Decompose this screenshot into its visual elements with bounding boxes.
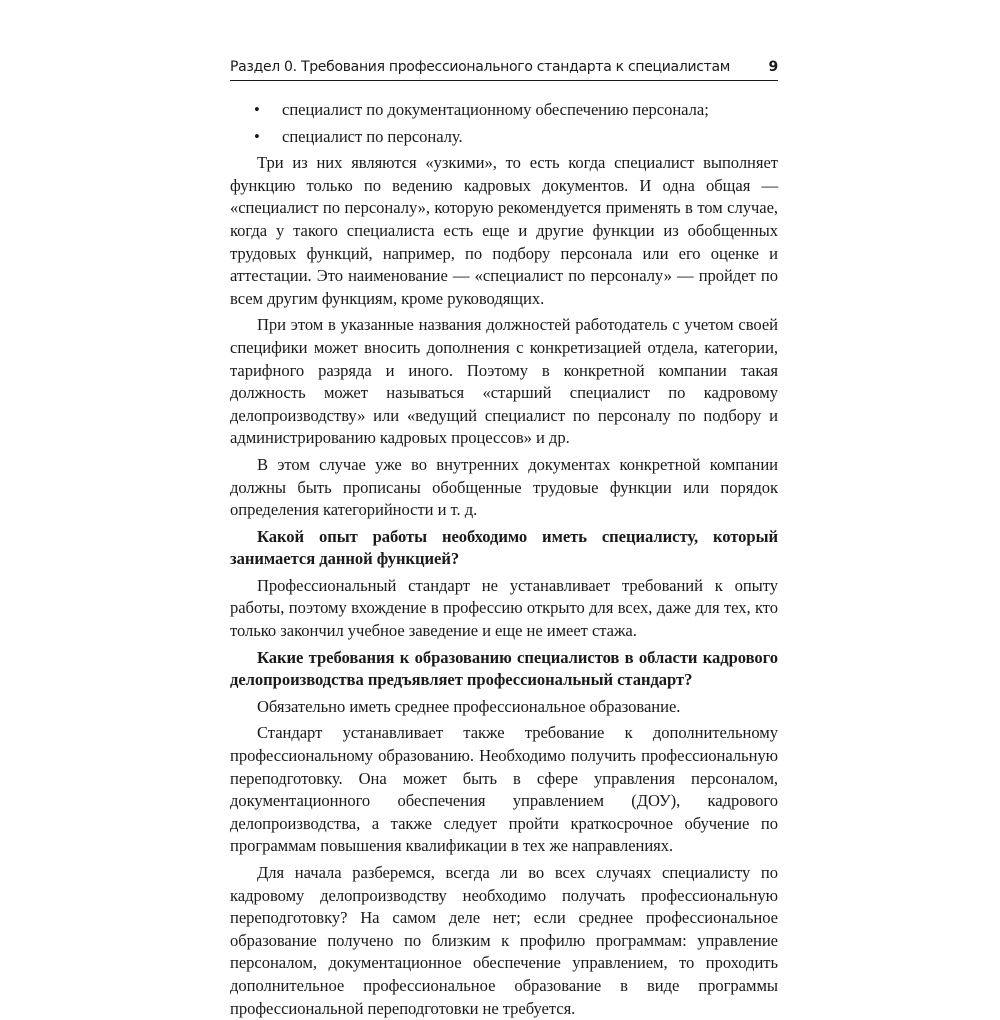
paragraph: Для начала разберемся, всегда ли во всех случаях специалисту по кадровому делопроизводству необходимо получать профессиональную переподготовку? На самом деле нет; если среднее профессиональное образование получено по близким к профилю программам: управление персоналом, документационное обеспечение управлением, то проходить дополнительное профессиональное образование в виде программы профессиональной переподготовки не требуется. <box>230 863 778 1018</box>
section-title: Раздел 0. Требования профессионального стандарта к специалистам <box>230 59 731 75</box>
bullet-icon: • <box>254 100 260 119</box>
paragraph: Стандарт устанавливает также требование к дополнительному профессиональному образованию. Необходимо получить профессиональную переподготовку. Она может быть в сфере управления персоналом, документационного обеспечения управлением (ДОУ), кадрового делопроизводства, а также следует пройти краткосрочное обучение по программам повышения квалификации в тех же направлениях. <box>230 723 778 856</box>
book-page <box>230 58 778 1018</box>
paragraph: В этом случае уже во внутренних документах конкретной компании должны быть прописаны обобщенные трудовые функции или порядок определения категорийности и т. д. <box>230 454 778 520</box>
question-heading: Какой опыт работы необходимо иметь специалисту, который занимается данной функцией? <box>230 526 778 569</box>
page-body <box>230 99 778 1020</box>
paragraph: Три из них являются «узкими», то есть когда специалист выполняет функцию только по ведению кадровых документов. И одна общая — «специалист по персоналу», которую рекомендуется применять в том случае, когда у такого специалиста есть еще и другие функции из обобщенных трудовых функций, например, по подбору персонала или его оценке и аттестации. Это наименование — «специалист по персоналу» — пройдет по всем другим функциям, кроме руководящих. <box>230 153 778 308</box>
paragraph: Обязательно иметь среднее профессиональное образование. <box>257 696 681 716</box>
running-header <box>230 58 778 81</box>
bullet-list <box>230 99 778 148</box>
list-item: • специалист по персоналу. <box>254 126 778 149</box>
bullet-icon: • <box>254 126 260 146</box>
list-item: • специалист по документационному обеспечению персонала; <box>254 99 778 122</box>
paragraph: При этом в указанные названия должностей работодатель с учетом своей специфики может вносить дополнения с конкретизацией отдела, категории, тарифного разряда и иного. Поэтому в конкретной компании такая должность может называться «старший специалист по кадровому делопроизводству» или «ведущий специалист по персоналу по подбору и администрированию кадровых процессов» и др. <box>230 315 778 448</box>
paragraph: Профессиональный стандарт не устанавливает требований к опыту работы, поэтому вхождение в профессию открыто для всех, даже для тех, кто только закончил учебное заведение и еще не имеет стажа. <box>230 575 778 641</box>
page-number: 9 <box>768 59 778 75</box>
question-heading: Какие требования к образованию специалистов в области кадрового делопроизводства предъявляет профессиональный стандарт? <box>230 647 778 690</box>
